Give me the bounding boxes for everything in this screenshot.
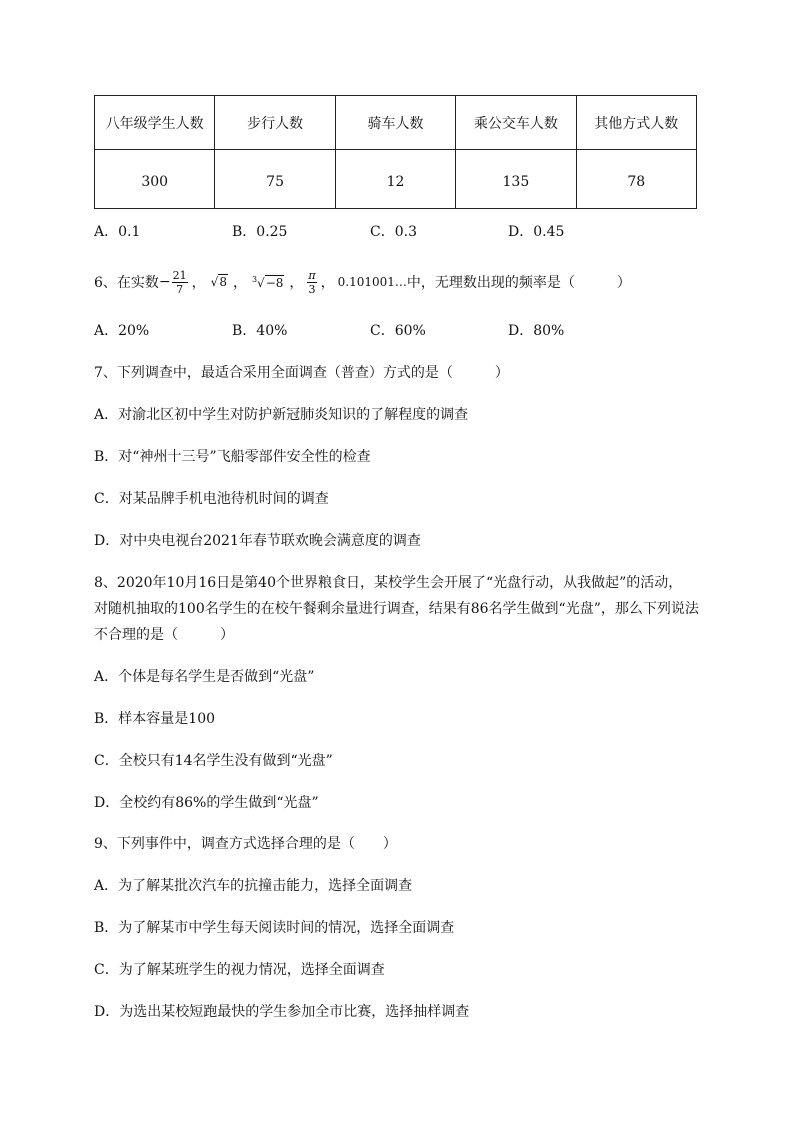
table-value-cell: 135: [456, 150, 576, 209]
q9-option-d: D．为选出某校短跑最快的学生参加全市比赛，选择抽样调查: [94, 1004, 470, 1020]
q8-option-d: D．全校约有86%的学生做到“光盘”: [94, 795, 319, 811]
q8-stem-line-1: 8、2020年10月16日是第40个世界粮食日，某校学生会开展了“光盘行动，从我做起”的活动，: [94, 575, 683, 591]
q9-stem: 9、下列事件中，调查方式选择合理的是（ ）: [94, 836, 397, 852]
q8-option-a: A．个体是每名学生是否做到“光盘”: [94, 669, 315, 685]
table-header-row: [95, 96, 697, 150]
table-value-cell: 12: [335, 150, 455, 209]
q5-option-b: B．0.25: [232, 224, 288, 240]
q6-suffix: 中，无理数出现的频率是（ ）: [406, 275, 631, 291]
q8-option-b: B．样本容量是100: [94, 711, 216, 727]
survey-table: [94, 95, 697, 209]
table-value-cell: 300: [95, 150, 215, 209]
table-header-cell: 八年级学生人数: [95, 96, 215, 150]
table-value-cell: 75: [215, 150, 335, 209]
table-header-cell: 步行人数: [215, 96, 335, 150]
table-header-cell: 其他方式人数: [576, 96, 696, 150]
fraction-21-7: [172, 269, 188, 296]
q8-option-c: C．全校只有14名学生没有做到“光盘”: [94, 753, 333, 769]
comma: ，: [320, 275, 335, 291]
q7-option-a: A．对渝北区初中学生对防护新冠肺炎知识的了解程度的调查: [94, 407, 469, 423]
comma: ，: [191, 275, 206, 291]
fraction-numerator: 21: [172, 268, 187, 282]
fraction-pi-3: [307, 269, 316, 296]
q6-option-a: A．20%: [94, 323, 150, 339]
q6-decimal: 0.101001…: [337, 275, 407, 289]
q6-prefix: 6、在实数: [94, 275, 159, 291]
q9-option-a: A．为了解某批次汽车的抗撞击能力，选择全面调查: [94, 878, 413, 894]
q6-option-c: C．60%: [370, 323, 426, 339]
root-sign: √: [257, 275, 265, 290]
q7-stem: 7、下列调查中，最适合采用全面调查（普查）方式的是（ ）: [94, 365, 509, 381]
comma: ，: [232, 275, 247, 291]
q5-option-c: C．0.3: [370, 224, 417, 240]
q6-minus: −: [158, 274, 171, 290]
table-header-cell: 乘公交车人数: [456, 96, 576, 150]
table-header-cell: 骑车人数: [335, 96, 455, 150]
table-value-cell: 78: [576, 150, 696, 209]
root-radicand: −8: [265, 275, 284, 290]
sqrt-8: [211, 275, 228, 289]
q9-option-c: C．为了解某班学生的视力情况，选择全面调查: [94, 962, 385, 978]
fraction-denominator: 7: [176, 282, 184, 296]
q5-option-d: D．0.45: [508, 224, 565, 240]
q7-option-c: C．对某品牌手机电池待机时间的调查: [94, 491, 329, 507]
q9-option-b: B．为了解某市中学生每天阅读时间的情况，选择全面调查: [94, 920, 455, 936]
q7-option-b: B．对“神州十三号”飞船零部件安全性的检查: [94, 449, 371, 465]
root-index: 3: [251, 274, 258, 284]
sqrt-radicand: 8: [219, 275, 227, 289]
q7-option-d: D．对中央电视台2021年春节联欢晚会满意度的调查: [94, 533, 421, 549]
q6-option-b: B．40%: [232, 323, 288, 339]
q8-stem-line-2: 对随机抽取的100名学生的在校午餐剩余量进行调查，结果有86名学生做到“光盘”，那么下列说法: [94, 601, 699, 617]
sqrt-sign: √: [210, 275, 219, 289]
cube-root-minus-8: [252, 275, 284, 290]
table-value-row: [95, 150, 697, 209]
q5-option-a: A．0.1: [94, 224, 141, 240]
comma: ，: [289, 275, 304, 291]
q8-stem-line-3: 不合理的是（ ）: [94, 627, 234, 643]
fraction-numerator: π: [308, 268, 316, 282]
fraction-denominator: 3: [308, 282, 316, 296]
q6-stem: [94, 262, 631, 302]
q6-option-d: D．80%: [508, 323, 565, 339]
